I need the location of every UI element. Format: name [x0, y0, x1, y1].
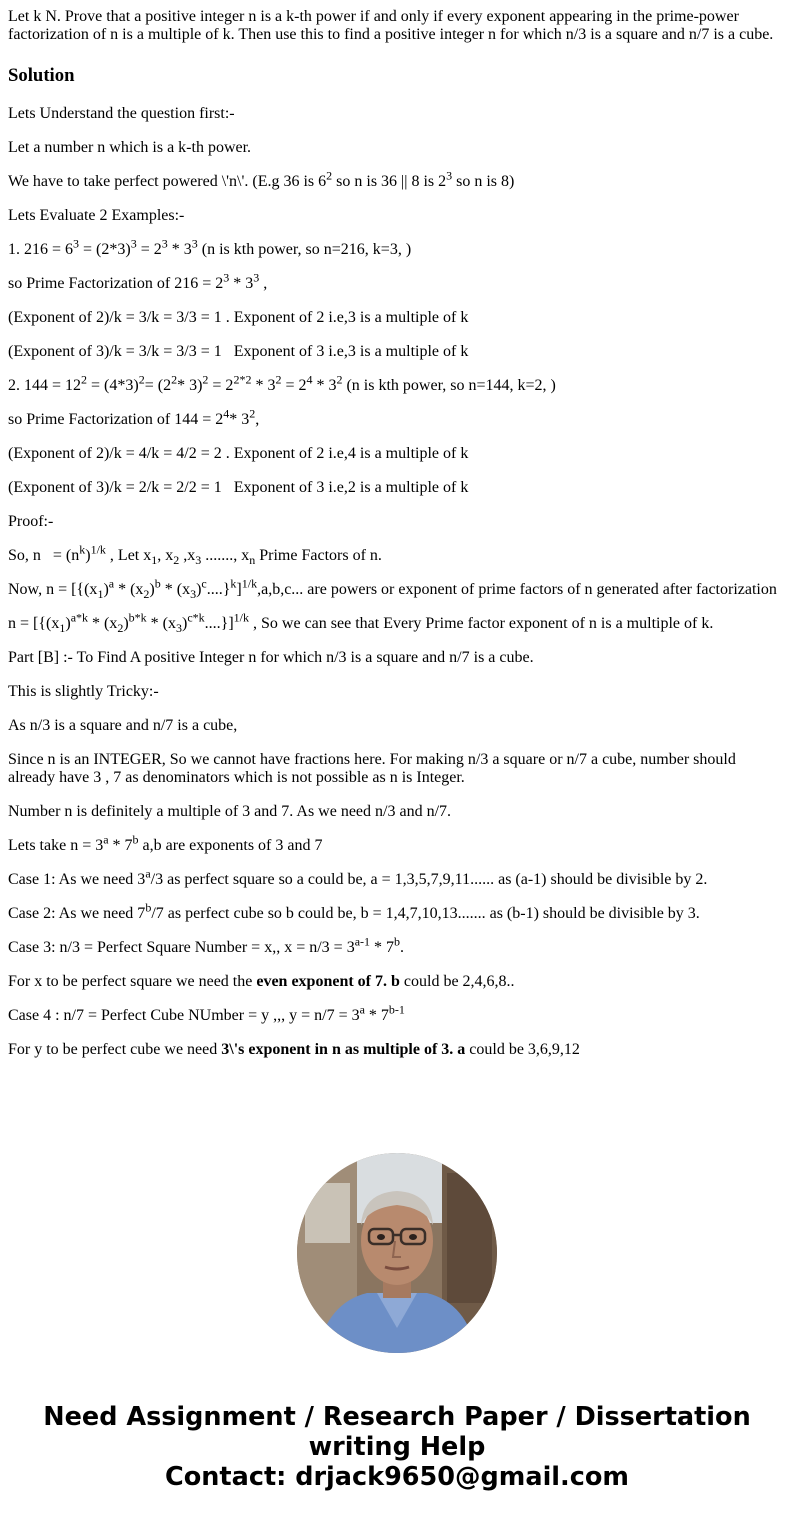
part-b-heading: Part [B] :- To Find A positive Integer n for which n/3 is a square and n/7 is a cube.	[8, 649, 534, 666]
integer-line: Since n is an INTEGER, So we cannot have fractions here. For making n/3 a square or n/7 a cube, number should already have 3 , 7 as denominators which is not possible as n is Integer.	[8, 751, 736, 786]
tutor-avatar	[297, 1153, 497, 1353]
let-number-line: Let a number n which is a k-th power.	[8, 139, 252, 156]
proof-line-2: Now, $n = [\{(x_1)^a * (x_2)^b * (x_3)^c....\}^k]^{1/k},a,b,c$... are powers or exponent of prime factors of n generated after factorization	[8, 576, 777, 602]
example-1-factorization: so Prime Factorization of $216 = 2^3 * 3^3$ ,	[8, 270, 268, 292]
case-3: Case 3: n/3 = Perfect Square Number = x,, $x = n/3 = 3^{a-1} * 7^b$.	[8, 934, 405, 956]
case-3-note: For x to be perfect square we need the even exponent of 7. b could be 2,4,6,8..	[8, 973, 515, 990]
take-n-line: Lets take $n = 3^a * 7^b$ a,b are exponents of 3 and 7	[8, 832, 323, 854]
example-2-exp2: (Exponent of 2)/k = 4/k = 4/2 = 2 . Exponent of 2 i.e,4 is a multiple of k	[8, 445, 469, 462]
multiple-line: Number n is definitely a multiple of 3 and 7. As we need n/3 and n/7.	[8, 803, 452, 820]
footer-line-1: Need Assignment / Research Paper / Dissertation	[43, 1402, 751, 1432]
proof-line-3: $n = [\{(x_1)^{a*k} * (x_2)^{b*k} * (x_3)^{c*k}....\}]^{1/k}$ , So we can see that Every Prime factor exponent of n is a multiple of k.	[8, 610, 714, 636]
example-2-factorization: so Prime Factorization of $144 = 2^4*$ $3^2$,	[8, 406, 260, 428]
footer-contact: Contact: drjack9650@gmail.com	[165, 1462, 629, 1492]
question-text: Let k N. Prove that a positive integer n is a k-th power if and only if every exponent appearing in the prime-power factorization of n is a multiple of k. Then use this to find a positive integer n for which n/3 is a square and n/7 is a cube.	[8, 8, 774, 43]
example-1-exp2: (Exponent of 2)/k = 3/k = 3/3 = 1 . Exponent of 2 i.e,3 is a multiple of k	[8, 309, 469, 326]
solution-document	[8, 0, 786, 1122]
footer-line-2: writing Help	[308, 1432, 486, 1462]
footer-banner	[0, 1402, 794, 1492]
proof-line-1: So, $n = (n^k)^{1/k}$ , Let $x_1$, $x_2$ $,x_3$ ......., $x_n$ Prime Factors of n.	[8, 542, 382, 568]
example-2: 2. $144 = 12^2 = (4*3)^2= (2^2*$ $3)^2 = 2^{2*2} * 3^2 = 2^4 * 3^2$ (n is kth power, so n=144, k=2, )	[8, 372, 556, 394]
tricky-line: This is slightly Tricky:-	[8, 683, 159, 700]
solution-heading: Solution	[8, 65, 75, 86]
case-4-note: For y to be perfect cube we need 3\'s exponent in n as multiple of 3. a could be 3,6,9,12	[8, 1041, 580, 1058]
tutor-photo	[297, 1153, 497, 1353]
example-1: 1. $216 = 6^3 = (2*3)^3 = 2^3 * 3^3$ (n is kth power, so n=216, k=3, )	[8, 236, 412, 258]
proof-heading: Proof:-	[8, 513, 54, 530]
condition-line: As n/3 is a square and n/7 is a cube,	[8, 717, 238, 734]
example-1-exp3: (Exponent of 3)/k = 3/k = 3/3 = 1 Exponent of 3 i.e,3 is a multiple of k	[8, 343, 469, 360]
examples-heading: Lets Evaluate 2 Examples:-	[8, 207, 185, 224]
case-4: Case 4 : n/7 = Perfect Cube NUmber = y ,,, $y = n/7 = 3^a * 7^{b-1}$	[8, 1002, 405, 1024]
case-1: Case 1: As we need 3$^a$/3 as perfect square so a could be, a = 1,3,5,7,9,11...... as (a-1) should be divisible by 2.	[8, 866, 708, 888]
case-2: Case 2: As we need 7$^b$/7 as perfect cube so b could be, b = 1,4,7,10,13....... as (b-1) should be divisible by 3.	[8, 900, 700, 922]
example-2-exp3: (Exponent of 3)/k = 2/k = 2/2 = 1 Exponent of 3 i.e,2 is a multiple of k	[8, 479, 469, 496]
perfect-power-line: We have to take perfect powered \'n\'. (E.g 36 is $6^2$ so n is 36 || 8 is $2^3$ so n is 8)	[8, 168, 515, 190]
intro-line: Lets Understand the question first:-	[8, 105, 235, 122]
